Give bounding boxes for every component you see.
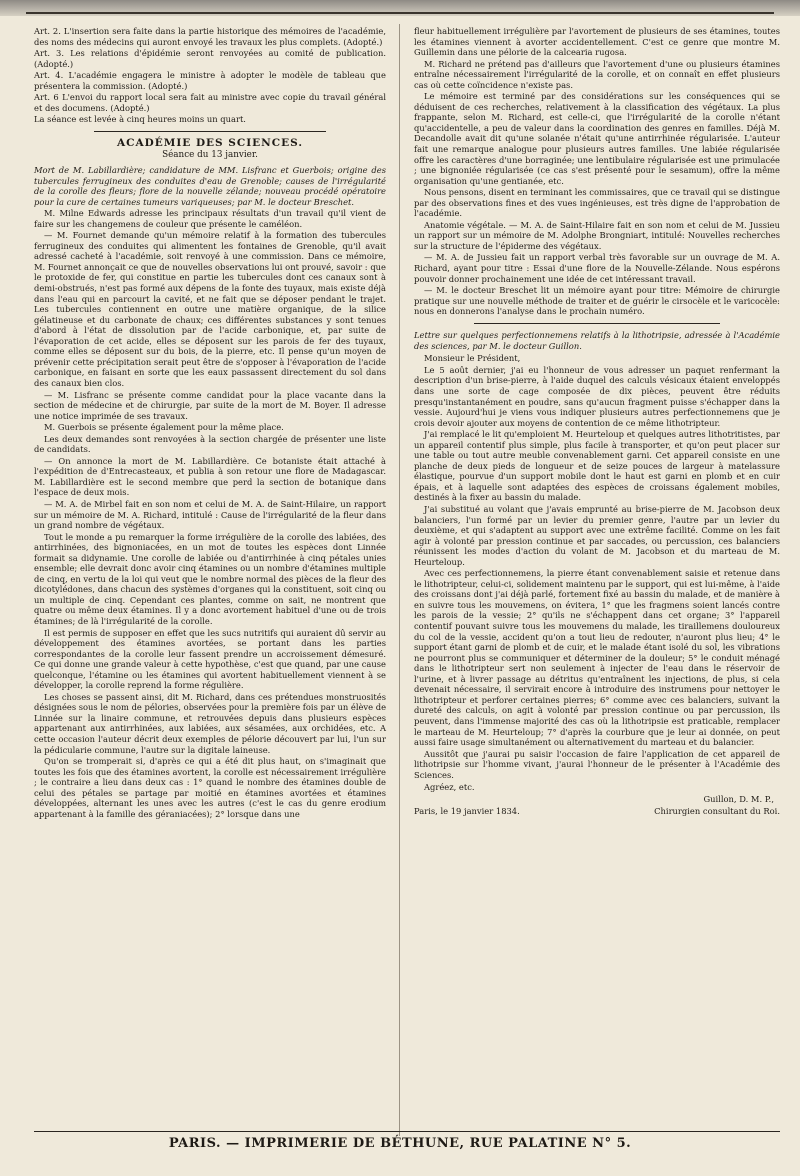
paragraph: Les choses se passent ainsi, dit M. Richard, dans ces prétendues monstruosités désignées sous le nom de pélories, observées pour la première fois par un élève de Linnée sur la linaire commune, et retrouvées depuis dans plusieurs espèces appartenant aux antirrhinées, aux labiées, aux sésamées, aux orchidées, etc. A cette occasion l'auteur décrit deux exemples de pélorie découvert par lui, l'un sur la pédicularie commune, l'autre sur la digitale laineuse. <box>34 691 387 755</box>
footer-rule <box>34 1131 780 1132</box>
paragraph: Art. 6 L'envoi du rapport local sera fait au ministre avec copie du travail général et des documens. (Adopté.) <box>34 92 386 113</box>
paragraph: — M. A. de Jussieu fait un rapport verbal très favorable sur un ouvrage de M. A. Richard, ayant pour titre : Essai d'une flore de la Nouvelle-Zélande. Nous espérons pouvoir donner prochainement une idée de cet intéressant travail. <box>414 252 780 284</box>
place-date: Paris, le 19 janvier 1834. <box>414 806 520 817</box>
paragraph: fleur habituellement irrégulière par l'avortement de plusieurs de ses étamines, toutes les étamines viennent à avorter accidentellement. C'est ce genre que montre M. Guillemin dans une pélorie de la calcearia rugosa. <box>414 26 780 58</box>
paragraph: Aussitôt que j'aurai pu saisir l'occasion de faire l'application de cet appareil de lithotripsie sur l'homme vivant, j'aurai l'honneur de le présenter à l'Académie des Sciences. <box>414 748 780 780</box>
paragraph: Il est permis de supposer en effet que les sucs nutritifs qui auraient dû servir au développement des étamines avortées, se portant dans les parties correspondantes de la corolle leur fassent prendre un accroissement démesuré. Ce qui donne une grande valeur à cette hypothèse, c'est que quand, par une cause quelconque, l'étamine ou les étamines qui avortent habituellement viennent à se développer, la corolle reprend la forme régulière. <box>34 627 386 691</box>
letter-title: Lettre sur quelques perfectionnemens relatifs à la lithotripsie, adressée à l'Académie des sciences, par M. le docteur Guillon. <box>414 329 780 352</box>
paragraph: M. Guerbois se présente également pour la même place. <box>44 422 284 433</box>
paragraph: J'ai substitué au volant que j'avais emprunté au brise-pierre de M. Jacobson deux balanciers, l'un formé par un levier du premier genre, l'autre par un levier du deuxième, et qui s'adaptent au support avec une extrême facilité. Comme on les fait agir à volonté par pression continue et par saccades, ou percussion, ces balanciers réunissent les modes d'action du volant de M. Jacobson et du marteau de M. Heurteloup. <box>414 504 780 567</box>
signature-name: Guillon, D. M. P., <box>703 793 774 804</box>
paragraph: Nous pensons, disent en terminant les commissaires, que ce travail qui se distingue par des observations fines et des vues ingénieuses, est très digne de l'approbation de l'académie. <box>414 187 780 219</box>
left-top-paragraphs <box>34 26 386 125</box>
session-summary: Mort de M. Labillardière; candidature de MM. Lisfranc et Guerbois; origine des tubercules ferrugineux des conduites d'eau de Grenoble; causes de l'irrégularité de la corolle des fleurs; flore de la nouvelle zélande; nouveau procédé opératoire pour la cure de certaines tumeurs variqueuses; par M. le docteur Breschet. <box>34 165 386 207</box>
letter-salutation: Monsieur le Président, <box>424 353 521 364</box>
paragraph: Art. 3. Les relations d'épidémie seront renvoyées au comité de publication. (Adopté.) <box>34 48 386 69</box>
paragraph: — M. A. de Mirbel fait en son nom et celui de M. A. de Saint-Hilaire, un rapport sur un mémoire de M. A. Richard, intitulé : Cause de l'irrégularité de la fleur dans un grand nombre de végétaux. <box>34 498 386 531</box>
paragraph: — M. le docteur Breschet lit un mémoire ayant pour titre: Mémoire de chirurgie pratique sur une nouvelle méthode de traiter et de guérir le cirsocèle et le varicocèle: nous en donnerons l'analyse dans le prochain numéro. <box>414 285 780 317</box>
paragraph: Avec ces perfectionnemens, la pierre étant convenablement saisie et retenue dans le lithotripteur, celui-ci, solidement maintenu par le support, qui est lui-même, à l'aide des croissans dont j'ai déjà parlé, fortement fixé au bassin du malade, et de manière à en suivre tous les mouvemens, on évitera, 1° que les fragmens soient lancés contre les parois de la vessie; 2° qu'ils ne s'échappent dans cet organe; 3° l'appareil contentif pouvant suivre tous les mouvemens du malade, les tiraillemens douloureux du col de la vessie, accident qu'on a tout lieu de redouter, n'auront plus lieu; 4° le support étant garni de plomb et de cuir, et le malade étant isolé du sol, les vibrations ne pourront plus se communiquer et déterminer de la douleur; 5° le conduit ménagé dans le lithotripteur sert non seulement à injecter de l'eau dans le réservoir de l'urine, et à livrer passage au détritus qu'entraînent les injections, de plus, si cela devenait nécessaire, il servirait encore à introduire des instrumens pour nettoyer le lithotripteur et perforer certaines pierres; 6° comme avec ces balanciers, suivant la dureté des calculs, on agit à volonté par pression continue ou par percussion, ils peuvent, dans l'immense majorité des cas où la lithotripsie est praticable, remplacer le marteau de M. Heurteloup; 7° d'après la courbure que je leur ai donnée, on peut aussi faire usage simultanément ou alternativement du marteau et du balancier. <box>414 568 780 748</box>
seance-date: Séance du 13 janvier. <box>162 150 258 161</box>
printer-footer: PARIS. — IMPRIMERIE DE BÉTHUNE, RUE PALATINE N° 5. <box>168 1136 632 1151</box>
top-border <box>0 0 800 16</box>
closing: Agréez, etc. <box>424 782 475 793</box>
paragraph: J'ai remplacé le lit qu'emploient M. Heurteloup et quelques autres lithotritistes, par un appareil contentif plus simple, plus facile à transporter, et qu'on peut placer sur une table ou tout autre meuble convenablement garni. Cet appareil consiste en une planche de deux pieds de longueur et de seize pouces de largeur à matelassure élastique, pourvue d'un support mobile dont le haut est garni en plomb et en cuir épais, et à laquelle sont adaptées des espèces de croissans également mobiles, destinés à la fixer au bassin du malade. <box>414 429 780 503</box>
right-column <box>414 26 780 817</box>
signature-block <box>414 782 780 817</box>
signature-title: Chirurgien consultant du Roi. <box>654 806 780 817</box>
left-body <box>34 208 386 819</box>
paragraph: Qu'on se tromperait si, d'après ce qui a été dit plus haut, on s'imaginait que toutes les fois que des étamines avortent, la corolle est nécessairement irrégulière ; le contraire a lieu dans deux cas : 1° quand le nombre des étamines double de celui des pétales se partage par moitié en étamines avortées et étamines développées, alternant les unes avec les autres (c'est le cas du genre erodium appartenant à la famille des géraniacées); 2° lorsque dans une <box>34 756 386 819</box>
section-title: ACADÉMIE DES SCIENCES. <box>117 136 303 149</box>
left-column <box>34 26 386 820</box>
paragraph: — M. Fournet demande qu'un mémoire relatif à la formation des tubercules ferrugineux des conduites qui alimentent les fontaines de Grenoble, qu'il avait adressé cacheté à l'académie, soit renvoyé à une commission. Dans ce mémoire, M. Fournet annonçait ce que de nouvelles observations lui ont prouvé, savoir : que le protoxide de fer, qui constitue en partie les tubercules dont ces canaux sont à demi-obstrués, n'est pas formé aux dépens de la fonte des tuyaux, mais existe déjà dans l'eau qui en parcourt la cavité, et ne fait que se déposer pendant le trajet. Les tubercules contiennent en outre une matière organique, de la silice gélatineuse et du carbonate de chaux; ces différentes substances y sont tenues d'abord à l'état de dissolution par de l'acide carbonique, et, par suite de l'évaporation de cet acide, elles se déposent sur les parois de fer des tuyaux, comme elles se déposent sur du bois, de la pierre, etc. Il pense qu'un moyen de prévenir cette précipitation serait peut être de s'opposer à l'évaporation de l'acide carbonique, en faisant en sorte que les eaux passassent directement du sol dans des canaux bien clos. <box>34 230 386 388</box>
paragraph: Les deux demandes sont renvoyées à la section chargée de présenter une liste de candidats. <box>34 433 386 455</box>
column-divider <box>399 24 400 1136</box>
paragraph: Le 5 août dernier, j'ai eu l'honneur de vous adresser un paquet renfermant la description d'un brise-pierre, à l'aide duquel des calculs vésicaux étaient enveloppés dans une sorte de cage composée de dix pièces, peuvent être réduits presqu'instantanément en poudre, sans qu'aucun fragment puisse s'échapper dans la vessie. Aujourd'hui je viens vous indiquer plusieurs autres perfectionnemens que je crois devoir ajouter aux moyens de contention de ce même lithotripteur. <box>414 364 780 428</box>
paragraph: M. Milne Edwards adresse les principaux résultats d'un travail qu'il vient de faire sur les changemens de couleur que présente le caméléon. <box>34 208 386 229</box>
paragraph: Art. 2. L'insertion sera faite dans la partie historique des mémoires de l'académie, des noms des médecins qui auront envoyé les travaux les plus complets. (Adopté.) <box>34 26 386 47</box>
paragraph: — M. Lisfranc se présente comme candidat pour la place vacante dans la section de médecine et de chirurgie, par suite de la mort de M. Boyer. Il adresse une notice imprimée de ses travaux. <box>34 389 386 421</box>
paragraph: M. Richard ne prétend pas d'ailleurs que l'avortement d'une ou plusieurs étamines entraîne nécessairement l'irrégularité de la corolle, et on connaît en effet plusieurs cas où cette coïncidence n'existe pas. <box>414 58 780 90</box>
paragraph: Art. 4. L'académie engagera le ministre à adopter le modèle de tableau que présentera la commission. (Adopté.) <box>34 70 386 91</box>
paragraph: Tout le monde a pu remarquer la forme irrégulière de la corolle des labiées, des antirrhinées, des bignoniacées, en un mot de toutes les espèces dont Linnée formait sa didynamie. Une corolle de labiée ou d'antirrhinée à cinq pétales unies ensemble; elle devrait donc avoir cinq étamines ou un nombre d'étamines multiple de cinq, en vertu de la loi qui veut que le nombre normal des pièces de la fleur des dicotylédones, dans chacun des systèmes d'organes qui la constituent, soit cinq ou un multiple de cinq. Cependant ces plantes, comme on sait, ne montrent que quatre ou même deux étamines. Il y a donc avortement habituel d'une ou de trois étamines; de là l'irrégularité de la corolle. <box>34 531 386 626</box>
section-divider <box>474 323 720 324</box>
paragraph: Le mémoire est terminé par des considérations sur les conséquences qui se déduisent de ces recherches, relativement à la classification des végétaux. La plus frappante, selon M. Richard, est celle-ci, que l'irrégularité de la corolle n'étant qu'accidentelle, a peu de valeur dans la coordination des genres en familles. Déjà M. Decandolle avait dit qu'une solanée n'était qu'une antirrhinée régularisée. L'auteur fait une remarque analogue pour plusieurs autres familles. Une labiée régularisée offre les caractères d'une borraginée; une lentibulaire régularisée est une primulacée ; une bignoniée régularisée (ce cas s'est présenté pour le sesamum), offre la même organisation qu'une gentianée, etc. <box>414 91 780 186</box>
paragraph: — On annonce la mort de M. Labillardière. Ce botaniste était attaché à l'expédition de d'Entrecasteaux, et publia à son retour une flore de Madagascar. M. Labillardière est le second membre que perd la section de botanique dans l'espace de deux mois. <box>34 455 386 498</box>
paragraph: Anatomie végétale. — M. A. de Saint-Hilaire fait en son nom et celui de M. Jussieu un rapport sur un mémoire de M. Adolphe Brongniart, intitulé: Nouvelles recherches sur la structure de l'épiderme des végétaux. <box>414 219 780 251</box>
paragraph: La séance est levée à cinq heures moins un quart. <box>34 114 246 125</box>
section-divider <box>94 131 326 132</box>
